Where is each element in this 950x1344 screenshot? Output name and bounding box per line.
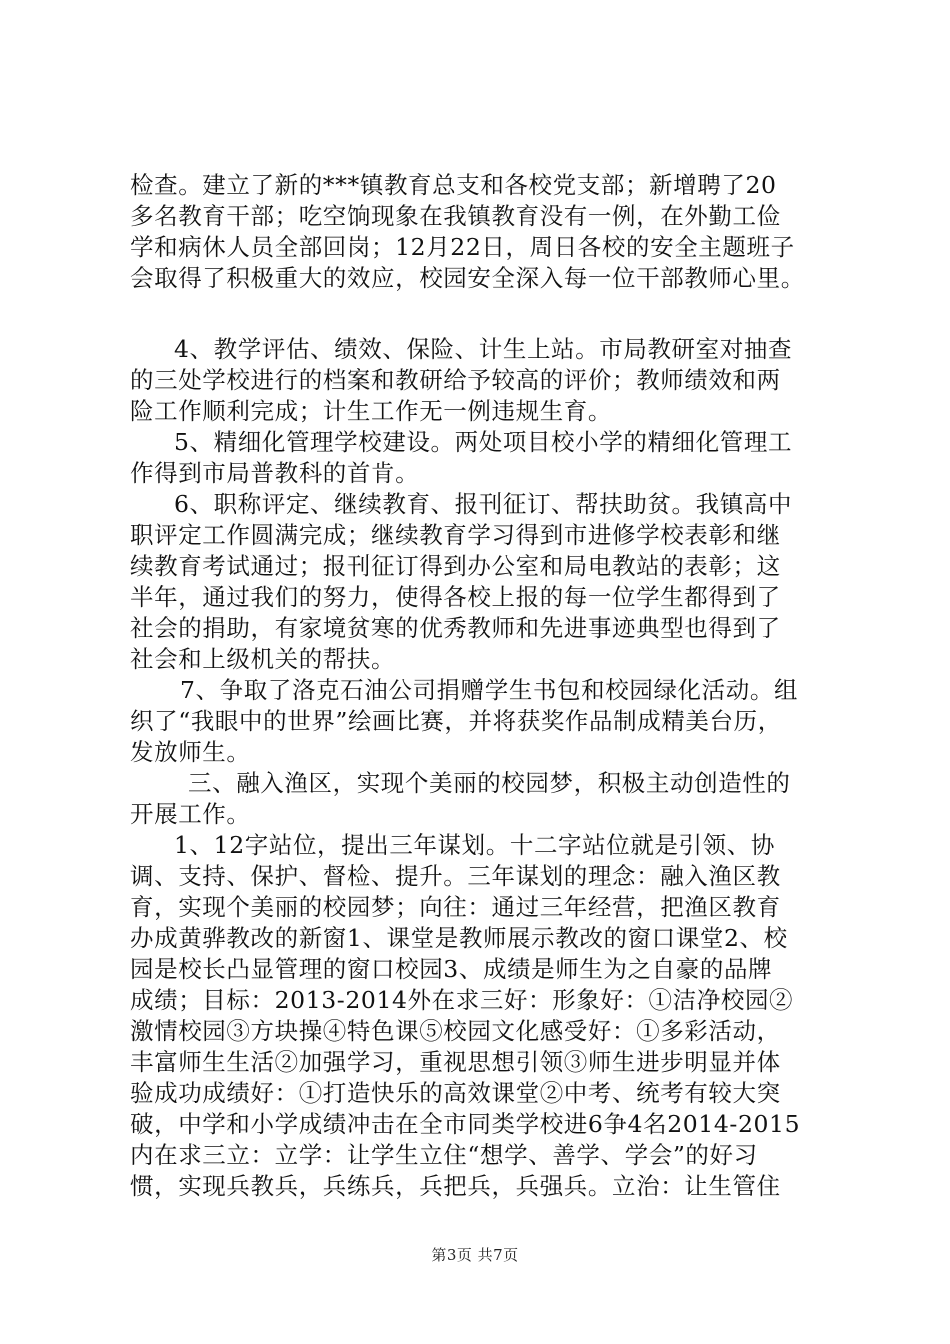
text-line: 检查。建立了新的***镇教育总支和各校党支部；新增聘了20 [130,171,777,199]
text-line: 园是校长凸显管理的窗口校园3、成绩是师生为之自豪的品牌 [130,955,773,983]
text-line: 织了“我眼中的世界”绘画比赛，并将获奖作品制成精美台历， [130,707,782,735]
text-line: 多名教育干部；吃空饷现象在我镇教育没有一例，在外勤工俭 [130,202,781,230]
page-number: 第3页 共7页 [431,1246,519,1264]
text-line: 社会的捐助，有家境贫寒的优秀教师和先进事迹典型也得到了 [130,614,781,642]
text-line: 职评定工作圆满完成；继续教育学习得到市进修学校表彰和继 [130,521,781,549]
document-body [130,170,830,1202]
text-line: 会取得了积极重大的效应，校园安全深入每一位干部教师心里。 [130,264,805,292]
text-line: 调、支持、保护、督检、提升。三年谋划的理念：融入渔区教 [130,862,781,890]
text-line: 1、12字站位，提出三年谋划。十二字站位就是引领、协 [174,831,775,859]
text-line: 惯，实现兵教兵，兵练兵，兵把兵，兵强兵。立治：让生管住 [130,1172,781,1200]
text-line: 6、职称评定、继续教育、报刊征订、帮扶助贫。我镇高中 [174,490,793,518]
text-line: 学和病休人员全部回岗；12月22日，周日各校的安全主题班子 [130,233,795,261]
text-line: 办成黄骅教改的新窗1、课堂是教师展示教改的窗口课堂2、校 [130,924,788,952]
text-line: 7、争取了洛克石油公司捐赠学生书包和校园绿化活动。组 [180,676,799,704]
text-line: 内在求三立：立学：让学生立住“想学、善学、学会”的好习 [130,1141,758,1169]
text-line: 开展工作。 [130,800,251,828]
text-line: 破，中学和小学成绩冲击在全市同类学校进6争4名2014-2015 [130,1110,801,1138]
text-line: 险工作顺利完成；计生工作无一例违规生育。 [130,397,612,425]
text-line: 续教育考试通过；报刊征订得到办公室和局电教站的表彰；这 [130,552,781,580]
text-line: 激情校园③方块操④特色课⑤校园文化感受好：①多彩活动， [130,1017,781,1045]
text-line: 作得到市局普教科的首肯。 [130,459,420,487]
text-line: 半年，通过我们的努力，使得各校上报的每一位学生都得到了 [130,583,781,611]
text-line: 5、精细化管理学校建设。两处项目校小学的精细化管理工 [174,428,793,456]
section-heading: 三、融入渔区，实现个美丽的校园梦，积极主动创造性的 [188,769,791,797]
text-line: 社会和上级机关的帮扶。 [130,645,396,673]
text-line: 发放师生。 [130,738,251,766]
text-line: 验成功成绩好：①打造快乐的高效课堂②中考、统考有较大突 [130,1079,781,1107]
text-line: 丰富师生生活②加强学习，重视思想引领③师生进步明显并体 [130,1048,781,1076]
text-line: 成绩；目标：2013-2014外在求三好：形象好：①洁净校园② [130,986,794,1014]
text-line: 育，实现个美丽的校园梦；向往：通过三年经营，把渔区教育 [130,893,781,921]
text-line: 4、教学评估、绩效、保险、计生上站。市局教研室对抽查 [174,335,793,363]
text-line: 的三处学校进行的档案和教研给予较高的评价；教师绩效和两 [130,366,781,394]
